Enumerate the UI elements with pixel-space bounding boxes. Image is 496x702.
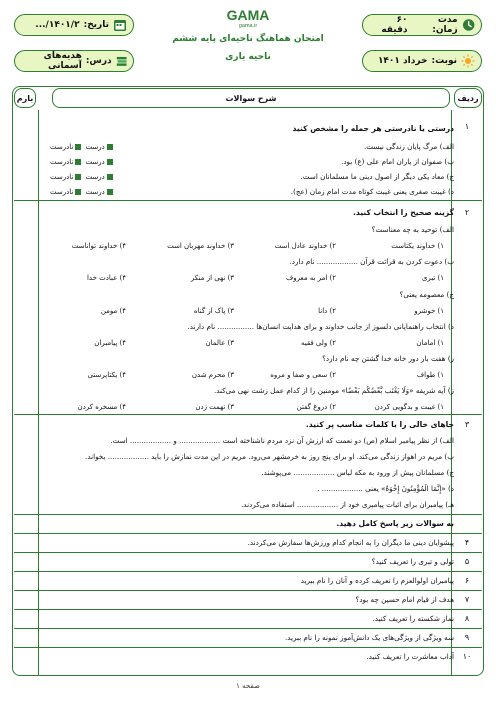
row-divider <box>14 590 482 591</box>
row-divider <box>14 514 482 515</box>
mc-option: ۱) تبری <box>421 274 444 282</box>
checkbox-true[interactable] <box>107 189 113 195</box>
duration-value: ۶۰ دقیقه <box>381 15 408 35</box>
checkbox-true[interactable] <box>107 159 113 165</box>
lesson-label: درس: <box>85 56 112 66</box>
tf-item: ب) صفوان از یاران امام علی (ع) بود. <box>341 157 454 166</box>
essay-question: سه ویژگی از ویژگی‌های یک دانش‌آموز نمونه را نام ببرید. <box>284 633 454 642</box>
logo-text: GAMA <box>226 7 270 23</box>
section2-title: گزینه صحیح را انتخاب کنید. <box>352 208 454 217</box>
true-label: درست <box>85 188 105 196</box>
mc-option: ۴) یکتاپرستی <box>87 371 126 379</box>
row-divider <box>14 628 482 629</box>
calendar-icon <box>113 18 127 32</box>
mc-option: ۲) سعی و صفا و مروه <box>270 371 336 379</box>
essay-question: نماز شکسته را تعریف کنید. <box>372 614 454 623</box>
false-label: نادرست <box>50 158 74 166</box>
logo-sub: gama.ir <box>238 23 258 28</box>
exam-subtitle: ناحیه یاری <box>225 52 271 62</box>
true-label: درست <box>85 143 105 151</box>
mc-option: ۳) محرم شدن <box>191 371 234 379</box>
false-label: نادرست <box>50 143 74 151</box>
tf-options <box>50 187 115 197</box>
false-label: نادرست <box>50 173 74 181</box>
row-number: ۵ <box>464 557 470 566</box>
row-number: ۳ <box>464 420 470 429</box>
date-label: تاریخ: <box>83 20 109 30</box>
mc-question: ر) هفت بار دور خانه خدا گشتن چه نام دارد؟ <box>322 354 454 363</box>
shift-label: نوبت: <box>431 56 457 66</box>
mc-option: ۴) مومن <box>100 307 126 315</box>
section1-title: درستی یا نادرستی هر جمله را مشخص کنید <box>292 124 454 133</box>
row-number: ۸ <box>464 614 470 623</box>
duration-pill <box>362 14 482 36</box>
mc-option: ۴) پیامبران <box>94 339 126 347</box>
mc-option: ۱) امامان <box>416 339 444 347</box>
clock-icon <box>462 18 475 32</box>
section4-title: به سوالات زیر پاسخ کامل دهید. <box>336 519 454 528</box>
tf-item: ج) معاد یکی دیگر از اصول دینی ما مسلمانان است. <box>300 172 454 181</box>
essay-question: آداب معاشرت را تعریف کنید. <box>366 652 454 661</box>
shift-pill <box>362 50 482 72</box>
true-label: درست <box>85 173 105 181</box>
mc-question: ج) معصومه یعنی؟ <box>399 290 454 299</box>
mc-question: ب) دعوت کردن به قرائت قرآن .................. نام دارد. <box>289 257 454 266</box>
row-number: ۶ <box>464 576 470 585</box>
mc-question: الف) توحید به چه معناست؟ <box>371 225 454 234</box>
row-number: ۱ <box>464 122 470 131</box>
row-divider <box>14 609 482 610</box>
fill-blank-item: ب) مریم در اهواز زندگی می‌کند. او برای پنج روز به خرمشهر می‌رود. مریم در این مدت نمازش را باید .................. بخواند. <box>85 452 454 461</box>
mc-option: ۱) خوشرو <box>414 307 444 315</box>
true-label: درست <box>85 158 105 166</box>
mc-option: ۱) خداوند یکتاست <box>391 242 444 250</box>
date-pill <box>14 14 134 36</box>
mc-option: ۴) مسخره کردن <box>77 403 126 411</box>
essay-question: پیشوایان دینی ما دیگران را به انجام کدام ورزش‌ها سفارش می‌کردند. <box>247 538 454 547</box>
duration-label: مدت زمان: <box>432 15 458 35</box>
tf-item: د) غیبت صغری یعنی غیبت کوتاه مدت امام زمان (عج). <box>290 187 454 196</box>
row-divider <box>14 647 482 648</box>
row-number: ۱۰ <box>462 652 472 661</box>
mc-option: ۳) خداوند مهربان است <box>167 242 234 250</box>
mc-option: ۳) نهی از منکر <box>190 274 234 282</box>
lesson-value: هدیه‌های آسمانی <box>43 51 82 71</box>
fill-blank-item: هـ) پیامبران برای اثبات پیامبری خود از .................. استفاده می‌کردند. <box>241 500 454 509</box>
essay-question: تولی و تبری را تعریف کنید؟ <box>371 557 454 566</box>
mc-option: ۲) خداوند عادل است <box>274 242 336 250</box>
essay-question: هدف از قیام امام حسین چه بود؟ <box>355 595 454 604</box>
fill-blank-item: د) «إِنَّمَا الْمُؤْمِنُونَ إِخْوَةٌ» یعنی .................. . <box>317 484 454 493</box>
exam-title: امتحان هماهنگ ناحیه‌ای پایه ششم <box>172 34 324 44</box>
lesson-pill <box>14 50 134 72</box>
false-label: نادرست <box>50 188 74 196</box>
row-number: ۹ <box>464 633 470 642</box>
header-row-col: ردیف <box>454 88 482 108</box>
mc-option: ۲) دروغ گفتن <box>296 403 336 411</box>
page-footer: صفحه ۱ <box>236 682 260 690</box>
date-value: ۱۴۰۱/۲/... <box>35 20 80 30</box>
mc-option: ۲) امر به معروف <box>285 274 336 282</box>
row-divider <box>14 414 482 415</box>
books-icon <box>116 54 127 68</box>
mc-option: ۱) طواف <box>416 371 444 379</box>
row-divider <box>14 533 482 534</box>
checkbox-true[interactable] <box>107 144 113 150</box>
header-score-col: بارم <box>14 88 36 108</box>
row-divider <box>14 200 482 201</box>
gama-logo <box>206 6 290 28</box>
sun-icon <box>461 54 475 68</box>
row-divider <box>14 552 482 553</box>
checkbox-false[interactable] <box>75 144 81 150</box>
row-divider <box>14 571 482 572</box>
checkbox-false[interactable] <box>75 159 81 165</box>
mc-option: ۲) دانا <box>318 307 336 315</box>
header-questions-col: شرح سوالات <box>52 88 450 108</box>
mc-option: ۳) پاک از گناه <box>193 307 234 315</box>
mc-option: ۳) عالمان <box>205 339 234 347</box>
checkbox-false[interactable] <box>75 174 81 180</box>
fill-blank-item: الف) از نظر پیامبر اسلام (ص) دو نعمت که ارزش آن نزد مردم ناشناخته است .................. و .................. است. <box>110 436 454 445</box>
tf-options <box>50 142 115 152</box>
tf-item: الف) مرگ پایان زندگی نیست. <box>363 142 454 151</box>
mc-question: ز) آیه شریفه «وَلَا يَغْتَب بَّعْضُكُم بَعْضًا» مومنین را از کدام عمل زشت نهی می‌کند. <box>213 386 454 395</box>
shift-value: خرداد ۱۴۰۱ <box>377 56 428 66</box>
row-number: ۲ <box>464 208 470 217</box>
mc-option: ۴) خداوند تواناست <box>71 242 126 250</box>
section3-title: جاهای خالی را با کلمات مناسب پر کنید. <box>305 420 454 429</box>
checkbox-false[interactable] <box>75 189 81 195</box>
mc-option: ۲) ولی فقیه <box>300 339 336 347</box>
tf-options <box>50 157 115 167</box>
mc-option: ۴) عبادت خدا <box>86 274 126 282</box>
mc-question: د) انتخاب راهنمایانی دلسوز از جانب خداوند و برای هدایت انسان‌ها ................ نام دارند. <box>187 322 454 331</box>
fill-blank-item: ج) مسلمانان پیش از ورود به مکه لباس .................. می‌پوشند. <box>261 468 454 477</box>
row-number: ۷ <box>464 595 470 604</box>
col-divider-left <box>38 110 39 676</box>
essay-question: پیامبران اولوالعزم را تعریف کرده و آنان را نام ببرید <box>300 576 454 585</box>
tf-options <box>50 172 115 182</box>
mc-option: ۳) تهمت زدن <box>195 403 234 411</box>
mc-option: ۱) غیبت و بدگویی کردن <box>374 403 444 411</box>
row-number: ۴ <box>464 538 470 547</box>
checkbox-true[interactable] <box>107 174 113 180</box>
